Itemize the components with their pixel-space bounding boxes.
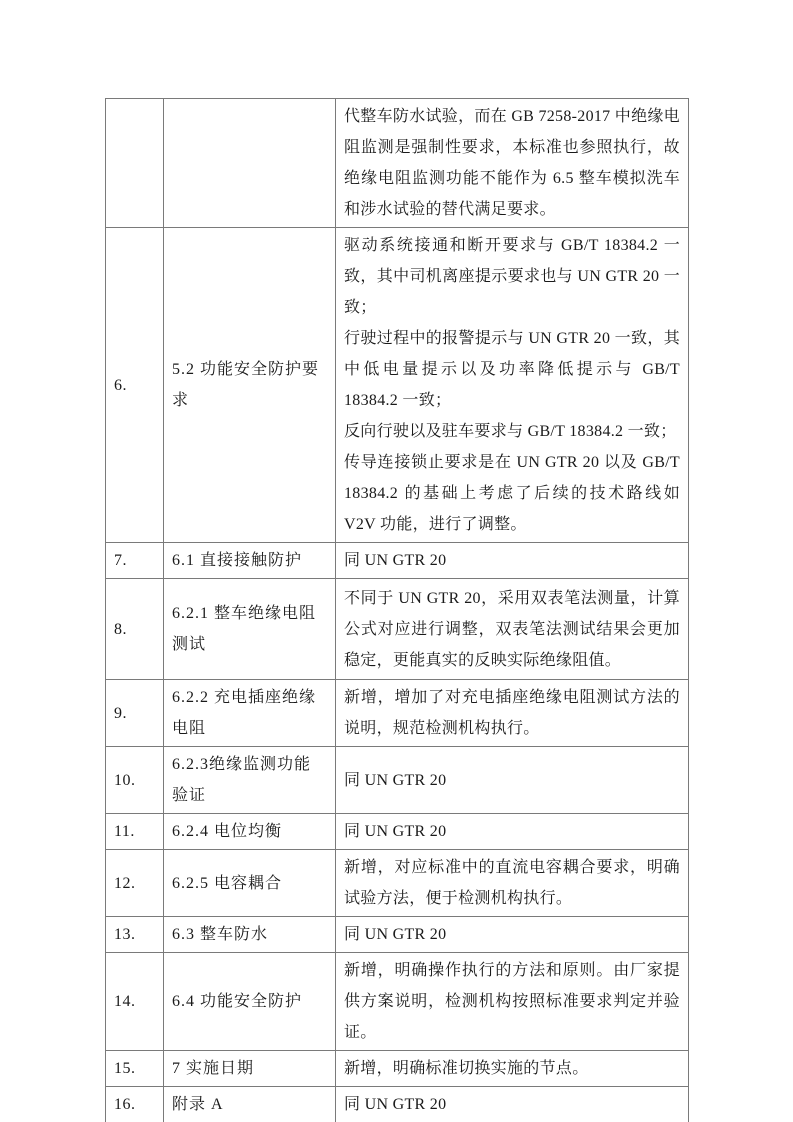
change-description-cell (336, 850, 689, 917)
clause-cell (164, 680, 336, 747)
change-paragraph: 同 UN GTR 20 (344, 552, 447, 569)
clause-cell (164, 814, 336, 850)
change-paragraph: 反向行驶以及驻车要求与 GB/T 18384.2 一致； (344, 423, 677, 440)
row-number-cell (106, 1051, 164, 1087)
table-row (106, 1087, 689, 1122)
change-description-cell (336, 228, 689, 543)
row-number: 8. (114, 620, 127, 638)
clause-label: 6.2.1 整车绝缘电阻测试 (172, 605, 317, 653)
change-paragraph: 新增，明确标准切换实施的节点。 (344, 1060, 589, 1077)
clause-label: 6.4 功能安全防护 (172, 993, 303, 1010)
row-number: 10. (114, 771, 136, 789)
clause-label: 6.2.2 充电插座绝缘电阻 (172, 689, 317, 737)
row-number-cell (106, 228, 164, 543)
table-row (106, 747, 689, 814)
clause-label: 6.1 直接接触防护 (172, 552, 303, 569)
table-row (106, 579, 689, 680)
row-number-cell (106, 747, 164, 814)
table-row (106, 850, 689, 917)
row-number: 14. (114, 993, 136, 1010)
row-number-cell (106, 953, 164, 1051)
change-description-cell (336, 680, 689, 747)
revision-table-body (106, 99, 689, 1122)
row-number: 16. (114, 1096, 136, 1113)
clause-cell (164, 1087, 336, 1122)
change-paragraph: 驱动系统接通和断开要求与 GB/T 18384.2 一致，其中司机离座提示要求也与 UN GTR 20 一致； (344, 237, 680, 316)
change-description-cell (336, 747, 689, 814)
change-description-cell (336, 99, 689, 228)
clause-label: 6.2.4 电位均衡 (172, 823, 283, 840)
table-row (106, 1051, 689, 1087)
row-number: 12. (114, 874, 136, 892)
change-paragraph: 同 UN GTR 20 (344, 1096, 447, 1113)
change-paragraph: 新增，对应标准中的直流电容耦合要求，明确试验方法，便于检测机构执行。 (344, 859, 680, 907)
change-paragraph: 行驶过程中的报警提示与 UN GTR 20 一致，其中低电量提示以及功率降低提示与 GB/T 18384.2 一致； (344, 330, 680, 409)
clause-label: 6.2.3绝缘监测功能验证 (172, 756, 312, 804)
clause-label: 6.2.5 电容耦合 (172, 874, 283, 892)
row-number: 15. (114, 1060, 136, 1077)
change-description-cell (336, 814, 689, 850)
row-number-cell (106, 917, 164, 953)
row-number-cell (106, 814, 164, 850)
table-row (106, 814, 689, 850)
change-paragraph: 不同于 UN GTR 20，采用双表笔法测量，计算公式对应进行调整，双表笔法测试结果会更加稳定，更能真实的反映实际绝缘阻值。 (344, 589, 680, 669)
change-description-cell (336, 579, 689, 680)
row-number-cell (106, 680, 164, 747)
change-paragraph: 新增，增加了对充电插座绝缘电阻测试方法的说明，规范检测机构执行。 (344, 689, 680, 737)
table-row (106, 99, 689, 228)
row-number: 9. (114, 704, 127, 722)
row-number-cell (106, 99, 164, 228)
clause-label: 6.3 整车防水 (172, 926, 269, 943)
change-paragraph: 同 UN GTR 20 (344, 771, 447, 789)
table-row (106, 228, 689, 543)
table-row (106, 917, 689, 953)
row-number: 7. (114, 552, 127, 569)
change-paragraph: 同 UN GTR 20 (344, 926, 447, 943)
clause-label: 附录 A (172, 1096, 224, 1113)
change-description-cell (336, 1087, 689, 1122)
change-description-cell (336, 543, 689, 579)
clause-cell (164, 917, 336, 953)
change-paragraph: 传导连接锁止要求是在 UN GTR 20 以及 GB/T 18384.2 的基础上考虑了后续的技术路线如 V2V 功能，进行了调整。 (344, 454, 680, 533)
table-row (106, 680, 689, 747)
clause-cell (164, 99, 336, 228)
clause-cell (164, 747, 336, 814)
change-description-cell (336, 917, 689, 953)
row-number-cell (106, 850, 164, 917)
clause-label: 7 实施日期 (172, 1060, 255, 1077)
clause-cell (164, 850, 336, 917)
clause-cell (164, 579, 336, 680)
row-number-cell (106, 1087, 164, 1122)
change-description-cell (336, 1051, 689, 1087)
table-row (106, 953, 689, 1051)
clause-cell (164, 228, 336, 543)
revision-comparison-table (105, 98, 689, 1122)
table-row (106, 543, 689, 579)
clause-cell (164, 953, 336, 1051)
change-description-cell (336, 953, 689, 1051)
row-number: 6. (114, 376, 127, 394)
row-number-cell (106, 543, 164, 579)
clause-label: 5.2 功能安全防护要求 (172, 361, 320, 409)
change-paragraph: 新增，明确操作执行的方法和原则。由厂家提供方案说明，检测机构按照标准要求判定并验证。 (344, 962, 680, 1041)
clause-cell (164, 543, 336, 579)
change-paragraph: 同 UN GTR 20 (344, 823, 447, 840)
row-number: 13. (114, 926, 136, 943)
clause-cell (164, 1051, 336, 1087)
row-number: 11. (114, 823, 135, 840)
row-number-cell (106, 579, 164, 680)
change-paragraph: 代整车防水试验，而在 GB 7258-2017 中绝缘电阻监测是强制性要求，本标准也参照执行，故绝缘电阻监测功能不能作为 6.5 整车模拟洗车和涉水试验的替代满足要求。 (344, 108, 680, 218)
